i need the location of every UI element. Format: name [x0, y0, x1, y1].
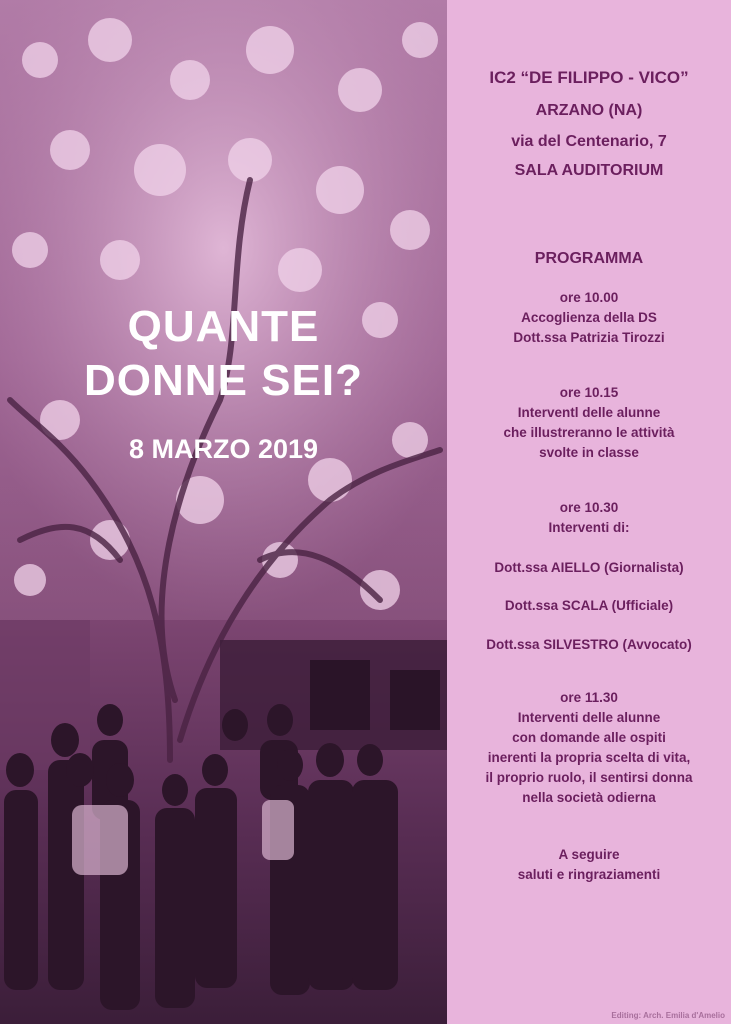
info-panel [447, 0, 731, 1024]
program-line: che illustreranno le attività [503, 425, 675, 440]
speaker-aiello: Dott.ssa AIELLO (Giornalista) [494, 560, 684, 575]
address: via del Centenario, 7 [511, 133, 667, 150]
program-time: ore 10.30 [559, 500, 619, 515]
school-name: IC2 “DE FILIPPO - VICO” [489, 68, 689, 87]
event-date: 8 MARZO 2019 [128, 434, 319, 464]
program-time: ore 10.15 [559, 385, 619, 400]
program-time: ore 11.30 [560, 690, 618, 705]
program-line: Accoglienza della DS [521, 310, 657, 325]
program-line: nella società odierna [522, 790, 656, 805]
editing-credit: Editing: Arch. Emilia d'Amelio [611, 1011, 725, 1020]
city: ARZANO (NA) [535, 102, 643, 119]
program-line: A seguire [558, 847, 620, 862]
room: SALA AUDITORIUM [514, 162, 664, 179]
program-heading: PROGRAMMA [534, 250, 644, 267]
program-line: Interventi delle alunne [517, 710, 661, 725]
speaker-scala: Dott.ssa SCALA (Ufficiale) [504, 598, 674, 613]
poster-title-line1: QUANTE [127, 302, 320, 351]
program-time: ore 10.00 [559, 290, 619, 305]
program-line: con domande alle ospiti [512, 730, 666, 745]
poster-title-line2: DONNE SEI? [84, 356, 363, 405]
program-line: inerenti la propria scelta di vita, [487, 750, 691, 765]
program-line: Interventi di: [548, 520, 630, 535]
program-line: Dott.ssa Patrizia Tirozzi [513, 330, 665, 345]
program-line: saluti e ringraziamenti [517, 867, 661, 882]
program-line: il proprio ruolo, il sentirsi donna [485, 770, 693, 785]
program-line: svolte in classe [539, 445, 639, 460]
speaker-silvestro: Dott.ssa SILVESTRO (Avvocato) [486, 637, 692, 652]
program-line: Interventl delle alunne [517, 405, 661, 420]
